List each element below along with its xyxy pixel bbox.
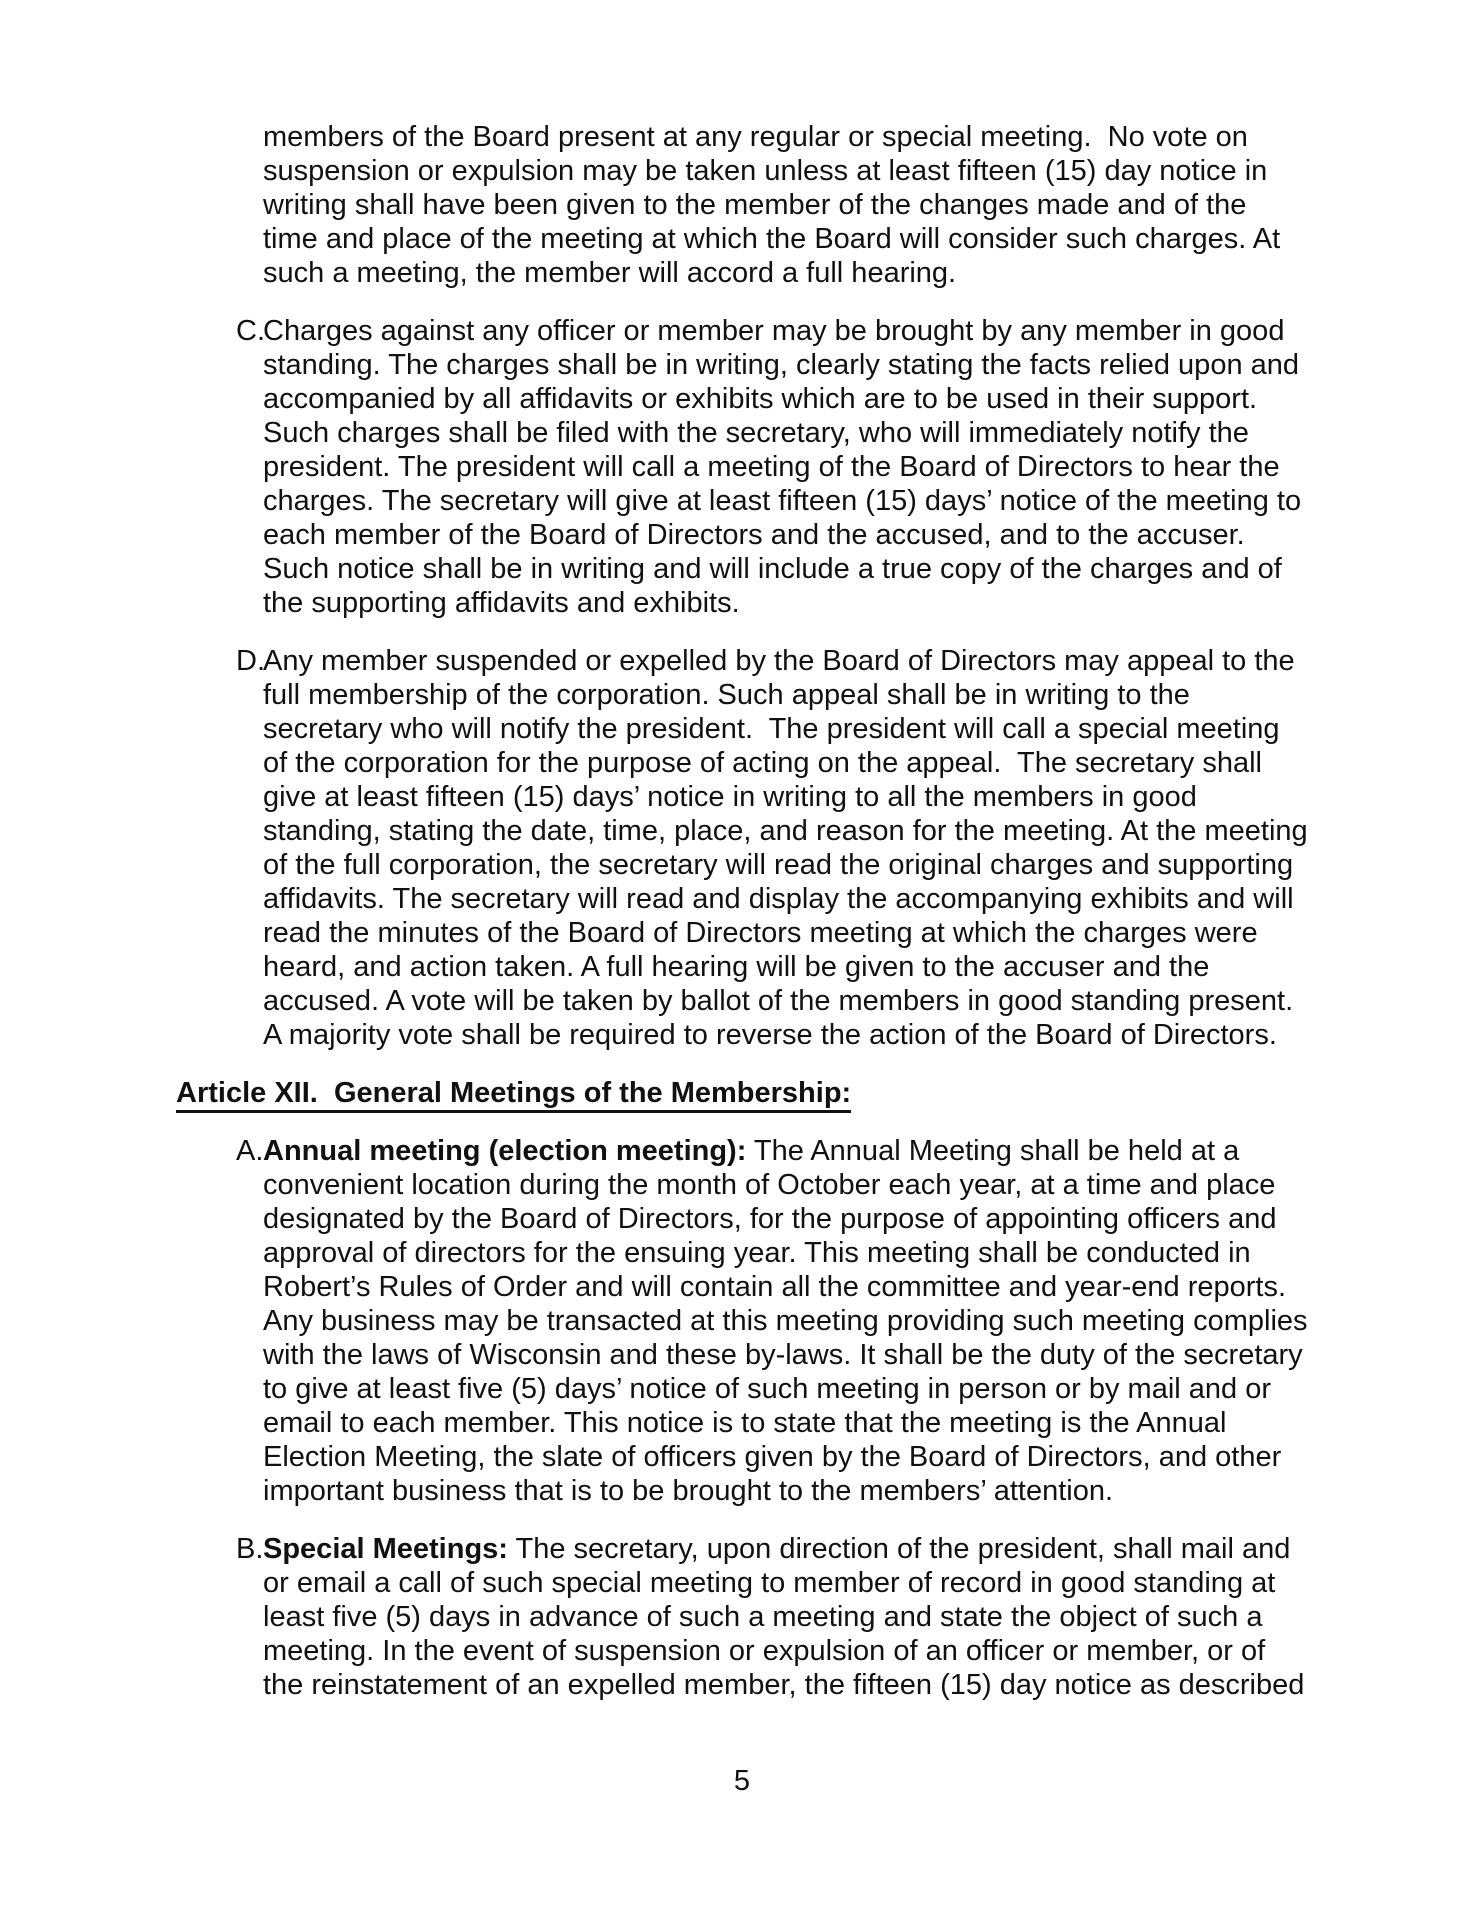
list-marker-d: D. <box>236 645 265 677</box>
page-content <box>176 120 1316 1726</box>
list-item-b <box>176 1532 1308 1702</box>
list-marker-b: B. <box>236 1533 264 1565</box>
list-item-a-body: The Annual Meeting shall be held at a convenient location during the month of October each year, at a time and place designated by the Board of Directors, for the purpose of appointing officers and approval of directors for the ensuing year. This meeting shall be conducted in Robert’s Rules of Order and will contain all the committee and year-end reports. Any business may be transacted at this meeting providing such meeting complies with the laws of Wisconsin and these by-laws. It shall be the duty of the secretary to give at least five (5) days’ notice of such meeting in person or by mail and or email to each member. This notice is to state that the meeting is the Annual Election Meeting, the slate of officers given by the Board of Directors, and other important business that is to be brought to the members’ attention. <box>263 1135 1316 1507</box>
page-number: 5 <box>733 1765 751 1797</box>
list-item-a-lead: Annual meeting (election meeting): <box>263 1135 747 1167</box>
list-item-a <box>176 1134 1316 1508</box>
list-item-d-text: Any member suspended or expelled by the Board of Directors may appeal to the full membership of the corporation. Such appeal shall be in writing to the secretary who will notify the president. The president will call a special meeting of the corporation for the purpose of acting on the appeal. The secretary shall give at least fifteen (15) days’ notice in writing to all the members in good standing, stating the date, time, place, and reason for the meeting. At the meeting of the full corporation, the secretary will read the original charges and supporting affidavits. The secretary will read and display the accompanying exhibits and will read the minutes of the Board of Directors meeting at which the charges were heard, and action taken. A full hearing will be given to the accuser and the accused. A vote will be taken by ballot of the members in good standing present. A majority vote shall be required to reverse the action of the Board of Directors. <box>263 645 1316 1051</box>
list-item-a-text <box>263 1135 1316 1507</box>
list-item-b-body: The secretary, upon direction of the president, shall mail and or email a call of such special meeting to member of record in good standing at least five (5) days in advance of such a meeting and state the object of such a meeting. In the event of suspension or expulsion of an officer or member, or of the reinstatement of an expelled member, the fifteen (15) day notice as described <box>263 1533 1305 1701</box>
list-item-b-lead: Special Meetings: <box>263 1533 508 1565</box>
paragraph-continuation-text: members of the Board present at any regular or special meeting. No vote on suspension or expulsion may be taken unless at least fifteen (15) day notice in writing shall have been given to the member of the changes made and of the time and place of the meeting at which the Board will consider such charges. At such a meeting, the member will accord a full hearing. <box>263 121 1289 289</box>
list-item-c-text: Charges against any officer or member may be brought by any member in good standing. The charges shall be in writing, clearly stating the facts relied upon and accompanied by all affidavits or exhibits which are to be used in their support. Such charges shall be filed with the secretary, who will immediately notify the president. The president will call a meeting of the Board of Directors to hear the charges. The secretary will give at least fifteen (15) days’ notice of the meeting to each member of the Board of Directors and the accused, and to the accuser. Such notice shall be in writing and will include a true copy of the charges and of the supporting affidavits and exhibits. <box>263 315 1310 619</box>
list-item-b-text <box>263 1533 1304 1701</box>
list-marker-c: C. <box>236 315 265 347</box>
article-xii-heading <box>176 1076 1308 1110</box>
paragraph-continuation <box>176 120 1308 290</box>
list-item-d <box>176 644 1316 1052</box>
list-item-c <box>176 314 1308 620</box>
article-xii-heading-text: Article XII. General Meetings of the Membership: <box>176 1077 851 1113</box>
list-marker-a: A. <box>236 1135 264 1167</box>
